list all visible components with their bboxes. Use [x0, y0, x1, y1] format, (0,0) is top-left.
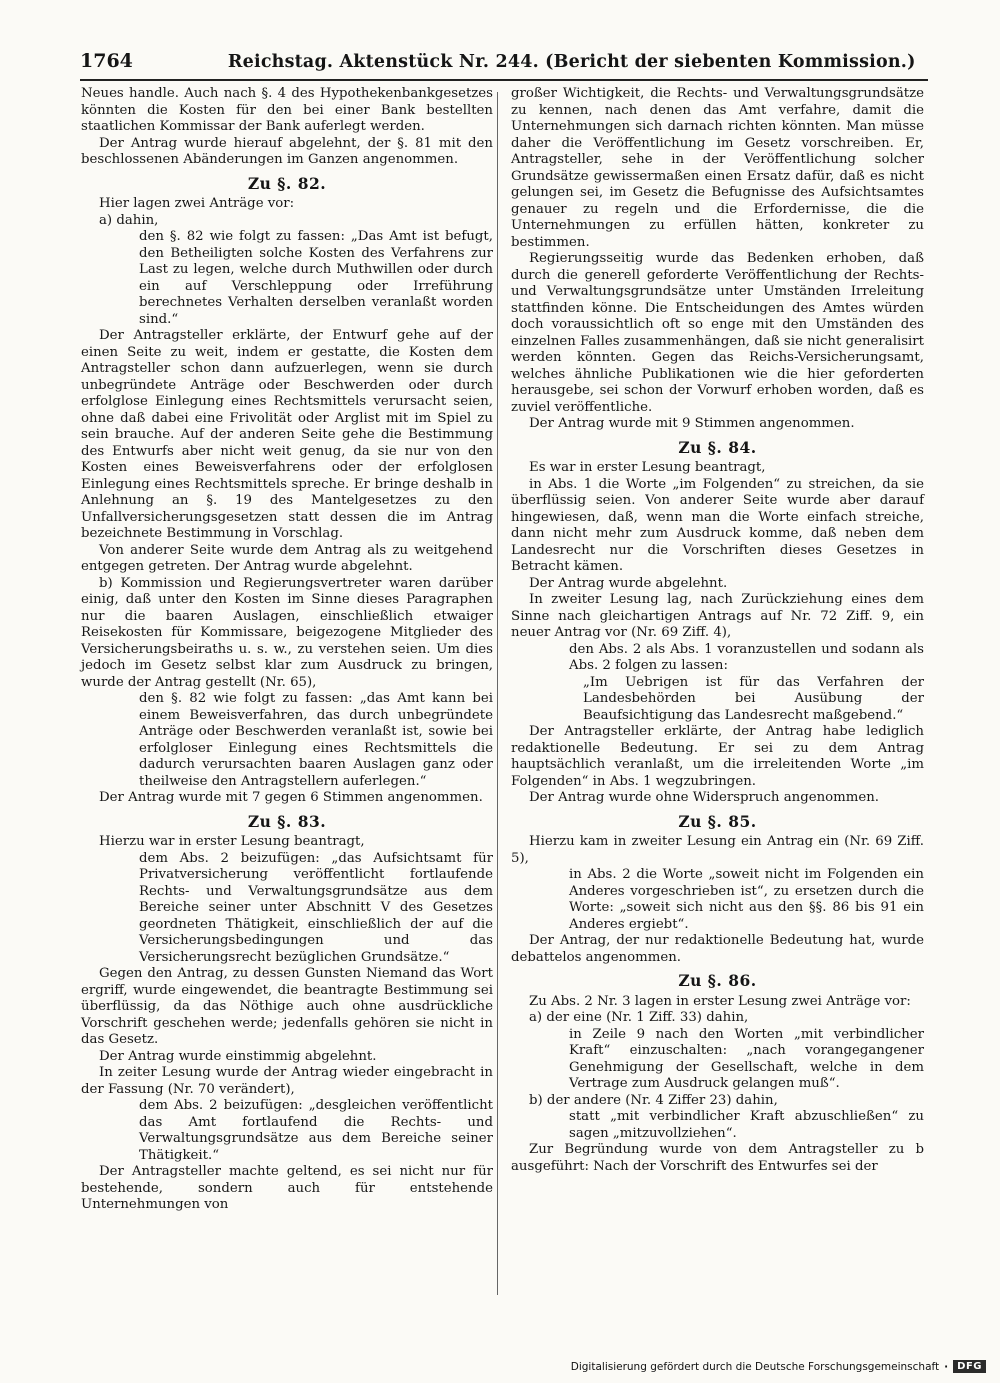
- paragraph: In zweiter Lesung lag, nach Zurückziehung eines dem Sinne nach gleichartigen Antrags auf Nr. 72 Ziff. 9, ein neuer Antrag vor (Nr. 69 Ziff. 4),: [511, 592, 924, 640]
- quoted-motion: den Abs. 2 als Abs. 1 voranzustellen und sodann als Abs. 2 folgen zu lassen:: [569, 641, 924, 673]
- paragraph: Hierzu war in erster Lesung beantragt,: [99, 834, 365, 849]
- section-heading-82: Zu §. 82.: [247, 173, 327, 193]
- separator-dot-icon: ·: [944, 1360, 949, 1373]
- paragraph: Der Antragsteller erklärte, der Antrag habe lediglich redaktionelle Bedeutung. Er sei zu dem Antrag hauptsächlich veranlaßt, um die irreleitenden Worte „im Folgenden“ in Abs. 1 wegzubringen.: [511, 724, 924, 789]
- paragraph: Es war in erster Lesung beantragt,: [529, 460, 766, 475]
- paragraph: Der Antrag wurde abgelehnt.: [529, 575, 728, 591]
- section-heading-84: Zu §. 84.: [678, 437, 757, 457]
- quoted-motion: den §. 82 wie folgt zu fassen: „Das Amt ist befugt, den Betheiligten solche Kosten des Verfahrens zur Last zu legen, welche durch Muthwillen oder durch ein auf Verschleppung oder Irreführung berechnetes Verhalten derselben veranlaßt worden sind.“: [139, 229, 493, 327]
- paragraph: in Abs. 1 die Worte „im Folgenden“ zu streichen, da sie überflüssig seien. Von anderer Seite wurde aber darauf hingewiesen, daß, wenn man die Worte einfach streiche, dann nicht mehr zum Ausdruck komme, daß neben dem Landesrecht nur die Vorschriften dieses Gesetzes in Betracht kämen.: [511, 476, 924, 574]
- digitization-footer: [571, 1360, 986, 1373]
- paragraph: Der Antrag wurde einstimmig abgelehnt.: [99, 1048, 377, 1064]
- paragraph: b) Kommission und Regierungsvertreter waren darüber einig, daß unter den Kosten im Sinne dieses Paragraphen nur die baaren Auslagen, einschließlich etwaiger Reisekosten für Kommissare, beigezogene Mitglieder des Versicherungsbeiraths u. s. w., zu verstehen seien. Um dies jedoch im Gesetz selbst klar zum Ausdruck zu bringen, wurde der Antrag gestellt (Nr. 65),: [81, 575, 493, 690]
- paragraph: Der Antrag wurde mit 9 Stimmen angenommen.: [529, 416, 855, 431]
- paragraph: Zu Abs. 2 Nr. 3 lagen in erster Lesung zwei Anträge vor:: [529, 993, 911, 1009]
- paragraph: Der Antrag wurde hierauf abgelehnt, der §. 81 mit den beschlossenen Abänderungen im Ganzen angenommen.: [81, 135, 493, 167]
- right-column: [511, 86, 924, 1175]
- paragraph: Hier lagen zwei Anträge vor:: [99, 196, 295, 211]
- paragraph: Der Antrag, der nur redaktionelle Bedeutung hat, wurde debattelos angenommen.: [511, 933, 924, 965]
- left-column: [81, 86, 493, 1214]
- column-divider: [497, 92, 498, 1295]
- dfg-logo-icon: DFG: [953, 1360, 986, 1373]
- paragraph: großer Wichtigkeit, die Rechts- und Verwaltungsgrundsätze zu kennen, nach denen das Amt verfahre, damit die Unternehmungen sich darnach richten könnten. Man müsse daher die Veröffentlichung im Gesetz vorschreiben. Er, Antragsteller, sehe in der Veröffentlichung solcher Grundsätze gewissermaßen einen Ersatz dafür, daß es nicht gelungen sei, im Gesetz die Befugnisse des Aufsichtsamtes genauer zu regeln und die Erfordernisse, die die Unternehmungen zu erfüllen hätten, konkreter zu bestimmen.: [511, 86, 924, 250]
- quoted-motion: dem Abs. 2 beizufügen: „das Aufsichtsamt für Privatversicherung veröffentlicht fortlaufende Rechts- und Verwaltungsgrundsätze aus dem Bereiche seiner unter Abschnitt V des Gesetzes geordneten Thätigkeit, einschließlich der auf die Versicherungsbedingungen und das Versicherungsrecht bezüglichen Grundsätze.“: [139, 850, 493, 965]
- quoted-motion: statt „mit verbindlicher Kraft abzuschließen“ zu sagen „mitzuvollziehen“.: [569, 1109, 924, 1141]
- list-item: a) dahin,: [99, 212, 159, 228]
- paragraph: Von anderer Seite wurde dem Antrag als zu weitgehend entgegen getreten. Der Antrag wurde abgelehnt.: [81, 542, 493, 574]
- quoted-motion: „Im Uebrigen ist für das Verfahren der Landesbehörden bei Ausübung der Beaufsichtigung das Landesrecht maßgebend.“: [583, 674, 924, 723]
- paragraph: Der Antrag wurde ohne Widerspruch angenommen.: [529, 790, 880, 805]
- section-heading-83: Zu §. 83.: [247, 811, 327, 831]
- section-heading-85: Zu §. 85.: [678, 811, 757, 831]
- paragraph: Hierzu kam in zweiter Lesung ein Antrag ein (Nr. 69 Ziff. 5),: [511, 834, 924, 866]
- section-heading-86: Zu §. 86.: [678, 971, 757, 990]
- paragraph: In zeiter Lesung wurde der Antrag wieder eingebracht in der Fassung (Nr. 70 verändert),: [81, 1065, 493, 1097]
- page-header: [80, 50, 928, 80]
- running-title: Reichstag. Aktenstück Nr. 244. (Bericht der siebenten Kommission.): [227, 52, 916, 72]
- paragraph: Neues handle. Auch nach §. 4 des Hypothekenbankgesetzes könnten die Kosten für den bei einer Bank bestellten staatlichen Kommissar der Bank auferlegt werden.: [81, 86, 493, 134]
- paragraph: Der Antragsteller machte geltend, es sei nicht nur für bestehende, sondern auch für entstehende Unternehmungen von: [81, 1164, 493, 1212]
- paragraph: Der Antrag wurde mit 7 gegen 6 Stimmen angenommen.: [99, 790, 483, 805]
- quoted-motion: in Abs. 2 die Worte „soweit nicht im Folgenden ein Anderes vorgeschrieben ist“, zu ersetzen durch die Worte: „soweit sich nicht aus den §§. 86 bis 91 ein Anderes ergiebt“.: [569, 867, 924, 932]
- quoted-motion: den §. 82 wie folgt zu fassen: „das Amt kann bei einem Beweisverfahren, das durch unbegründete Anträge oder Beschwerden veranlaßt ist, sowie bei erfolgloser Einlegung eines Rechtsmittels die dadurch verursachten baaren Auslagen ganz oder theilweise den Antragstellern auferlegen.“: [139, 691, 493, 789]
- paragraph: Regierungsseitig wurde das Bedenken erhoben, daß durch die generell geforderte Veröffentlichung der Rechts- und Verwaltungsgrundsätze unter Umständen Irreleitung stattfinden könne. Die Entscheidungen des Amtes würden doch voraussichtlich oft so enge mit den Umständen des einzelnen Falles zusammenhängen, daß sie nicht generalisirt werden könnten. Gegen das Reichs-Versicherungsamt, welches ähnliche Publikationen wie die hier geforderten herausgebe, sei schon der Vorwurf erhoben worden, daß es zuviel veröffentliche.: [511, 251, 924, 415]
- header-rule: [80, 79, 928, 81]
- quoted-motion: in Zeile 9 nach den Worten „mit verbindlicher Kraft“ einzuschalten: „nach vorangegangener Genehmigung der Gesellschaft, welche in dem Vertrage zum Ausdruck gelangen muß“.: [569, 1026, 924, 1091]
- paragraph: Der Antragsteller erklärte, der Entwurf gehe auf der einen Seite zu weit, indem er gestatte, die Kosten dem Antragsteller schon dann aufzuerlegen, wenn sie durch unbegründete Anträge oder Beschwerden oder durch erfolglose Einlegung eines Rechtsmittels verursacht seien, ohne daß dabei eine Frivolität oder Arglist mit im Spiel zu sein brauche. Auf der anderen Seite gehe die Bestimmung des Entwurfs aber nicht weit genug, da sie nur von den Kosten eines Beweisverfahrens oder der erfolglosen Einlegung eines Rechtsmittels spreche. Er bringe deshalb in Anlehnung an §. 19 des Mantelgesetzes zu den Unfallversicherungsgesetzen statt dessen die im Antrag bezeichnete Bestimmung in Vorschlag.: [81, 328, 493, 541]
- funding-credit: Digitalisierung gefördert durch die Deutsche Forschungsgemeinschaft: [570, 1360, 940, 1373]
- list-item: a) der eine (Nr. 1 Ziff. 33) dahin,: [529, 1010, 749, 1025]
- paragraph: Zur Begründung wurde von dem Antragsteller zu b ausgeführt: Nach der Vorschrift des Entwurfes sei der: [511, 1142, 924, 1174]
- quoted-motion: dem Abs. 2 beizufügen: „desgleichen veröffentlicht das Amt fortlaufend die Rechts- und Verwaltungsgrundsätze aus dem Bereiche seiner Thätigkeit.“: [139, 1098, 493, 1163]
- paragraph: Gegen den Antrag, zu dessen Gunsten Niemand das Wort ergriff, wurde eingewendet, die beantragte Bestimmung sei überflüssig, da das Nöthige auch ohne ausdrückliche Vorschrift geschehen werde; jedenfalls gehören sie nicht in das Gesetz.: [81, 966, 493, 1047]
- page-number: 1764: [80, 50, 133, 72]
- list-item: b) der andere (Nr. 4 Ziffer 23) dahin,: [529, 1092, 778, 1108]
